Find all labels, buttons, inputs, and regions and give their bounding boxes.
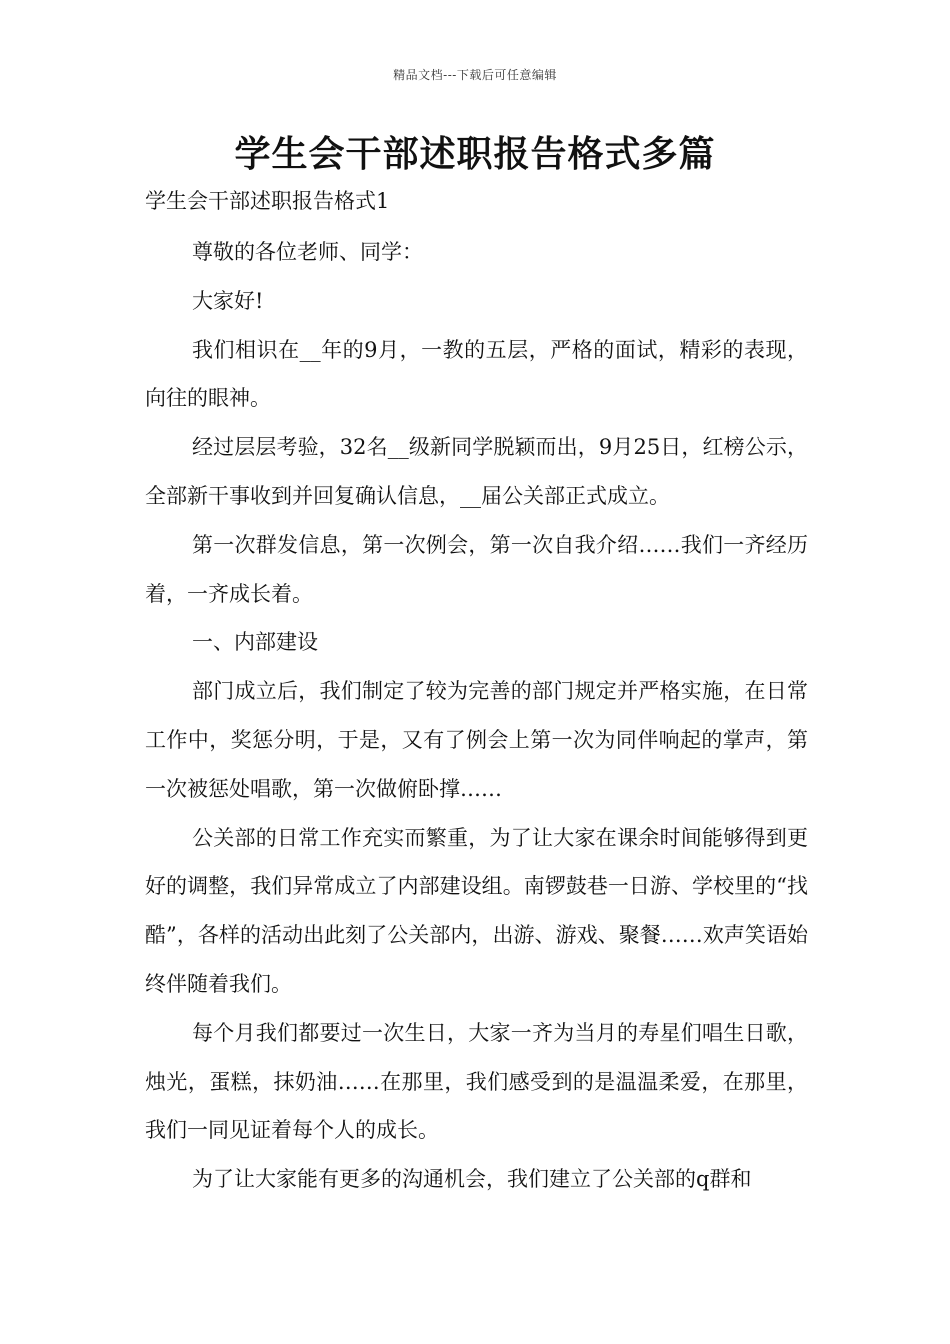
document-title: 学生会干部述职报告格式多篇 <box>234 133 716 175</box>
paragraph-greeting: 尊敬的各位老师、同学： <box>192 240 423 264</box>
body-text <box>145 228 808 1204</box>
paragraph: 经过层层考验，32名__级新同学脱颖而出，9月25日，红榜公示，全部新干事收到并回复确认信息，__届公关部正式成立。 <box>145 435 808 508</box>
section-subtitle: 学生会干部述职报告格式1 <box>145 189 390 213</box>
paragraph: 部门成立后，我们制定了较为完善的部门规定并严格实施，在日常工作中，奖惩分明，于是，又有了例会上第一次为同伴响起的掌声，第一次被惩处唱歌，第一次做俯卧撑…… <box>145 679 808 801</box>
paragraph-hello: 大家好! <box>192 288 264 313</box>
page-header-note: 精品文档---下载后可任意编辑 <box>393 68 557 82</box>
paragraph: 第一次群发信息，第一次例会，第一次自我介绍……我们一齐经历着，一齐成长着。 <box>145 532 808 606</box>
paragraph: 我们相识在__年的9月，一教的五层，严格的面试，精彩的表现，向往的眼神。 <box>145 337 808 411</box>
paragraph: 公关部的日常工作充实而繁重，为了让大家在课余时间能够得到更好的调整，我们异常成立了内部建设组。南锣鼓巷一日游、学校里的“找酷”，各样的活动出此刻了公关部内，出游、游戏、聚餐……欢声笑语始终伴随着我们。 <box>145 825 808 996</box>
paragraph: 每个月我们都要过一次生日，大家一齐为当月的寿星们唱生日歌，烛光，蛋糕，抹奶油……在那里，我们感受到的是温温柔爱，在那里，我们一同见证着每个人的成长。 <box>145 1020 808 1143</box>
section-heading-internal: 一、内部建设 <box>192 630 318 655</box>
paragraph: 为了让大家能有更多的沟通机会，我们建立了公关部的q群和 <box>192 1167 752 1192</box>
